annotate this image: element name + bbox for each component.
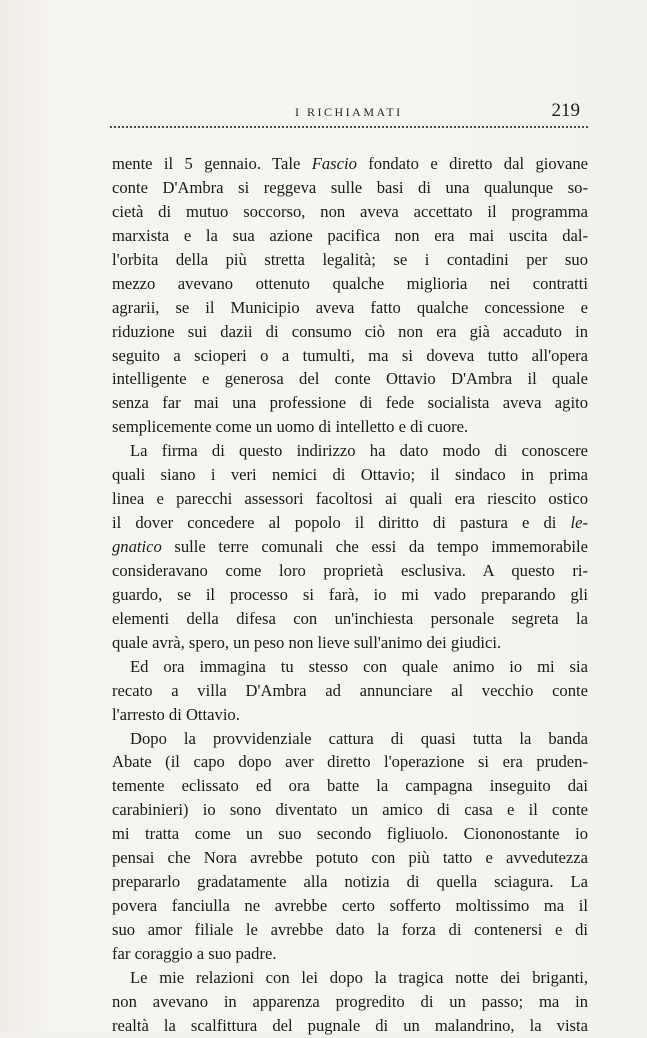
text-line: mi tratta come un suo secondo figliuolo. Ciononostante io bbox=[112, 824, 588, 844]
header-rule bbox=[110, 126, 588, 128]
running-head bbox=[110, 98, 588, 128]
text-line: non avevano in apparenza progredito di un passo; ma in bbox=[112, 991, 588, 1011]
text-line: quale avrà, spero, un peso non lieve sull'animo dei giudici. bbox=[112, 632, 502, 652]
text-line: mente il 5 gennaio. Tale Fascio fondato e diretto dal giovane bbox=[112, 154, 588, 173]
text-line: far coraggio a suo padre. bbox=[112, 943, 277, 963]
text-line: senza far mai una professione di fede socialista aveva agito bbox=[112, 393, 588, 413]
text-line: conte D'Ambra si reggeva sulle basi di una qualunque so- bbox=[112, 177, 588, 197]
text-line: temente eclissato ed ora batte la campagna inseguito dai bbox=[112, 776, 588, 796]
text-line: pensai che Nora avrebbe potuto con più tatto e avvedutezza bbox=[112, 848, 588, 868]
text-line: consideravano come loro proprietà esclusiva. A questo ri- bbox=[112, 560, 588, 580]
text-line: cietà di mutuo soccorso, non aveva accettato il programma bbox=[112, 201, 588, 221]
text-line: Abate (il capo dopo aver diretto l'operazione si era pruden- bbox=[112, 752, 588, 772]
text-line: carabinieri) io sono diventato un amico di casa e il conte bbox=[112, 800, 588, 820]
page-number: 219 bbox=[551, 100, 580, 121]
text-line: seguito a scioperi o a tumulti, ma si doveva tutto all'opera bbox=[112, 345, 588, 365]
text-line: elementi della difesa con un'inchiesta personale segreta la bbox=[112, 608, 588, 628]
body-text bbox=[112, 152, 588, 1038]
text-line: il dover concedere al popolo il diritto di pastura e di le- bbox=[112, 513, 588, 533]
text-line: riduzione sui dazii di consumo ciò non era già accaduto in bbox=[112, 321, 588, 341]
text-line: l'arresto di Ottavio. bbox=[112, 704, 240, 724]
text-line: povera fanciulla ne avrebbe certo sofferto moltissimo ma il bbox=[112, 896, 588, 916]
text-line: realtà la scalfittura del pugnale di un malandrino, la vista bbox=[112, 1015, 588, 1035]
text-line: quali siano i veri nemici di Ottavio; il sindaco in prima bbox=[112, 465, 588, 485]
text-line: recato a villa D'Ambra ad annunciare al vecchio conte bbox=[112, 680, 588, 700]
text-line: guardo, se il processo si farà, io mi vado preparando gli bbox=[112, 584, 588, 604]
text-line: linea e parecchi assessori facoltosi ai quali era riescito ostico bbox=[112, 489, 588, 509]
text-line: l'orbita della più stretta legalità; se i contadini per suo bbox=[112, 249, 588, 269]
text-line: marxista e la sua azione pacifica non era mai uscita dal- bbox=[112, 225, 588, 245]
running-title: I RICHIAMATI bbox=[295, 105, 403, 119]
text-line: agrarii, se il Municipio aveva fatto qualche concessione e bbox=[112, 297, 588, 317]
text-line: Dopo la provvidenziale cattura di quasi tutta la banda bbox=[130, 728, 588, 748]
text-line: intelligente e generosa del conte Ottavio D'Ambra il quale bbox=[112, 369, 588, 389]
text-line: Le mie relazioni con lei dopo la tragica notte dei briganti, bbox=[130, 967, 588, 987]
text-line: suo amor filiale le avrebbe dato la forza di contenersi e di bbox=[112, 920, 588, 939]
text-line: prepararlo gradatamente alla notizia di quella sciagura. La bbox=[112, 872, 588, 892]
text-line: gnatico sulle terre comunali che essi da tempo immemorabile bbox=[112, 537, 588, 556]
text-line: semplicemente come un uomo di intelletto e di cuore. bbox=[112, 417, 469, 437]
text-line: Ed ora immagina tu stesso con quale animo io mi sia bbox=[130, 656, 588, 676]
text-line: mezzo avevano ottenuto qualche miglioria nei contratti bbox=[112, 273, 588, 293]
text-line: La firma di questo indirizzo ha dato modo di conoscere bbox=[130, 441, 588, 461]
